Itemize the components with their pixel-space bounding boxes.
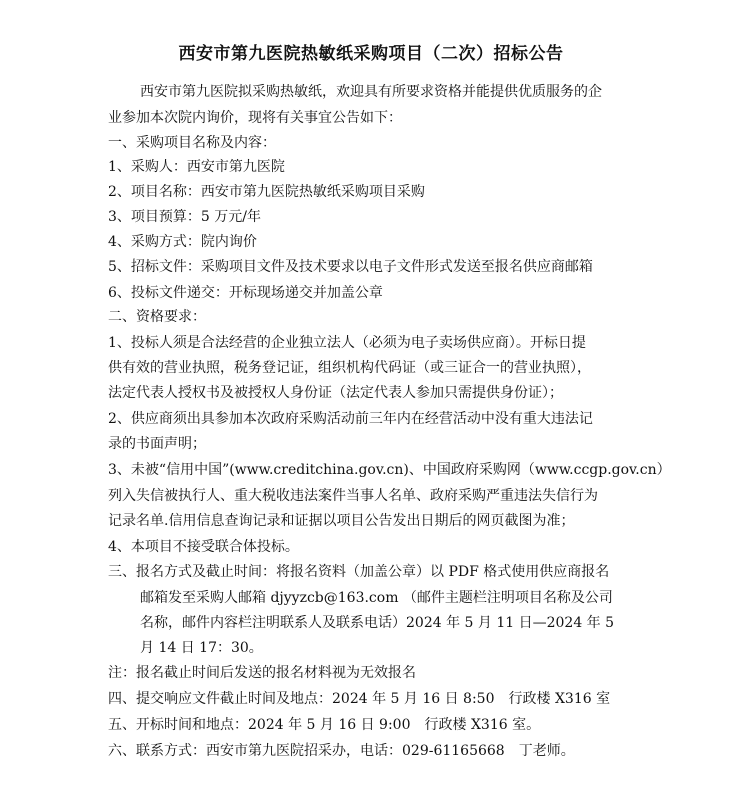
section1-item: 2、项目名称：西安市第九医院热敏纸采购项目采购	[108, 184, 425, 200]
section2-line: 供有效的营业执照，税务登记证，组织机构代码证（或三证合一的营业执照），	[108, 360, 591, 376]
section4-line: 四、提交响应文件截止时间及地点：2024 年 5 月 16 日 8:50 行政楼 X316 室	[108, 691, 611, 707]
section2-line: 2、供应商须出具参加本次政府采购活动前三年内在经营活动中没有重大违法记	[108, 411, 593, 427]
section1-item: 5、招标文件：采购项目文件及技术要求以电子文件形式发送至报名供应商邮箱	[108, 259, 593, 275]
section5-line: 五、开标时间和地点：2024 年 5 月 16 日 9:00 行政楼 X316 室。	[108, 717, 541, 733]
page-title: 西安市第九医院热敏纸采购项目（二次）招标公告	[178, 44, 564, 64]
intro-line-2: 业参加本次院内询价，现将有关事宜公告如下：	[108, 110, 402, 126]
section3-line: 月 14 日 17：30。	[140, 640, 263, 656]
section1-item: 4、采购方式：院内询价	[108, 234, 257, 250]
section2-line: 法定代表人授权书及被授权人身份证（法定代表人参加只需提供身份证）；	[108, 385, 563, 401]
section3-line: 邮箱发至采购人邮箱 djyyzcb@163.com （邮件主题栏注明项目名称及公司	[140, 590, 613, 606]
section2-line: 4、本项目不接受联合体投标。	[108, 539, 299, 555]
section1-item: 6、投标文件递交：开标现场递交并加盖公章	[108, 285, 383, 301]
section1-item: 1、采购人：西安市第九医院	[108, 159, 285, 175]
section2-line: 1、投标人须是合法经营的企业独立法人（必须为电子卖场供应商）。开标日提	[108, 335, 586, 351]
note-line: 注：报名截止时间后发送的报名材料视为无效报名	[108, 665, 416, 681]
section2-line: 录的书面声明；	[108, 436, 206, 452]
section2-line: 3、未被“信用中国”(www.creditchina.gov.cn)、中国政府采购网（www.ccgp.gov.cn）	[108, 462, 671, 478]
section2-heading: 二、资格要求：	[108, 309, 206, 325]
intro-line-1: 西安市第九医院拟采购热敏纸，欢迎具有所要求资格并能提供优质服务的企	[140, 84, 602, 100]
section1-heading: 一、采购项目名称及内容：	[108, 135, 276, 151]
section3-line: 三、报名方式及截止时间：将报名资料（加盖公章）以 PDF 格式使用供应商报名	[108, 564, 610, 580]
section2-line: 记录名单.信用信息查询记录和证据以项目公告发出日期后的网页截图为准；	[108, 513, 575, 529]
section3-line: 名称，邮件内容栏注明联系人及联系电话）2024 年 5 月 11 日—2024 年 5	[140, 615, 615, 631]
section6-line: 六、联系方式：西安市第九医院招采办，电话：029-61165668 丁老师。	[108, 743, 575, 759]
section1-item: 3、项目预算：5 万元/年	[108, 209, 261, 225]
section2-line: 列入失信被执行人、重大税收违法案件当事人名单、政府采购严重违法失信行为	[108, 488, 598, 504]
